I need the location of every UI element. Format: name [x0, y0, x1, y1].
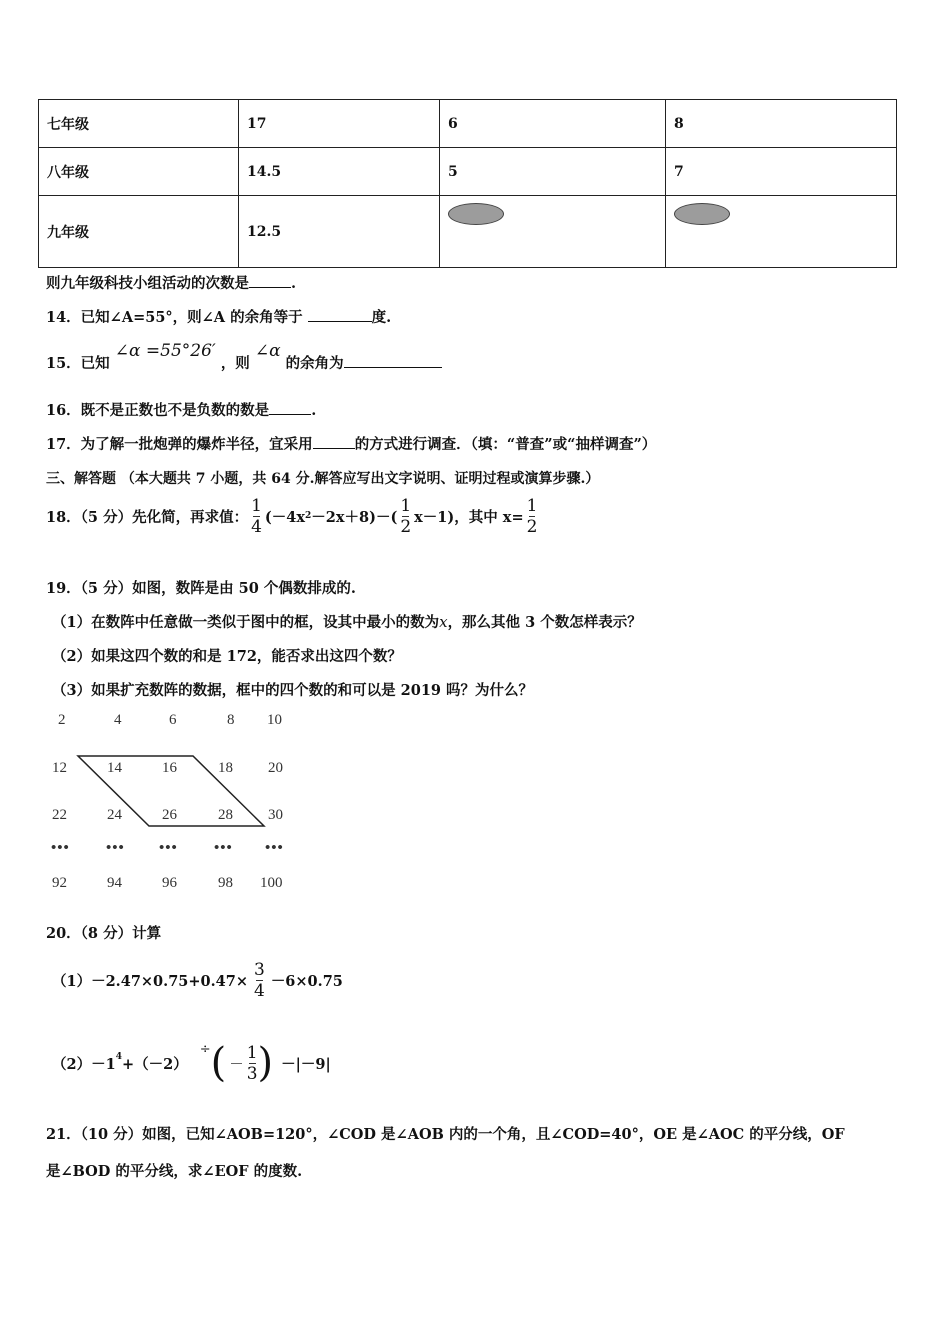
- question-text: 则九年级科技小组活动的次数是: [46, 275, 249, 292]
- expression: －2x＋8)－(: [311, 508, 398, 526]
- right-paren: ): [257, 1040, 274, 1086]
- table-cell: 8: [666, 100, 897, 148]
- question-text: .: [311, 402, 317, 419]
- question-text: 18．（5 分）先化简，再求值：: [46, 508, 249, 526]
- angle-expression: ∠α: [254, 341, 281, 361]
- ink-blot-icon: [674, 203, 730, 225]
- ellipsis-dots: •••: [51, 840, 70, 856]
- table-row: [39, 196, 897, 268]
- table-cell: 17: [239, 100, 440, 148]
- ellipsis-dots: •••: [265, 840, 284, 856]
- grid-number: 28: [218, 807, 233, 823]
- expression: －6×0.75: [270, 972, 343, 990]
- question-20-part-2: [52, 1036, 331, 1090]
- grid-number: 30: [268, 807, 283, 823]
- grid-number: 4: [114, 712, 122, 728]
- table-row: [39, 100, 897, 148]
- question-text: 17．为了解一批炮弹的爆炸半径，宜采用: [46, 436, 313, 453]
- question-21-line-2: 是∠BOD 的平分线，求∠EOF 的度数.: [46, 1163, 303, 1180]
- grade-activity-table: [38, 99, 897, 268]
- table-row: [39, 148, 897, 196]
- question-19-title: 19．（5 分）如图，数阵是由 50 个偶数排成的.: [46, 580, 356, 597]
- question-text: 的方式进行调查．（填：“普查”或“抽样调查”）: [354, 436, 657, 453]
- exponent: 4: [115, 1052, 122, 1062]
- expression: （2）－1: [52, 1055, 116, 1073]
- answer-blank: [269, 414, 311, 415]
- fraction-denominator: 3: [246, 1063, 258, 1084]
- grid-number: 6: [169, 712, 177, 728]
- question-15: [46, 341, 442, 373]
- fraction-numerator: 1: [246, 1042, 258, 1063]
- expression: －|－9|: [281, 1055, 331, 1073]
- question-18: [46, 494, 540, 538]
- expression: （1）－2.47×0.75+0.47×: [52, 972, 248, 990]
- table-cell: 12.5: [239, 196, 440, 268]
- fraction: [247, 1043, 258, 1084]
- ellipsis-dots: •••: [214, 840, 233, 856]
- grid-number: 10: [267, 712, 282, 728]
- table-cell-grade: 九年级: [39, 196, 239, 268]
- table-cell: 14.5: [239, 148, 440, 196]
- expression: (－4x: [264, 508, 306, 526]
- answer-blank: [308, 321, 372, 322]
- grid-number: 96: [162, 875, 177, 891]
- grid-number: 92: [52, 875, 67, 891]
- fraction-numerator: 3: [253, 959, 265, 980]
- question-text: ，则: [220, 355, 250, 372]
- angle-expression: ∠α =55°26′: [114, 341, 216, 361]
- answer-blank: [313, 448, 355, 449]
- table-cell: 6: [440, 100, 666, 148]
- fraction: [254, 960, 265, 1001]
- question-text: （1）在数阵中任意做一类似于图中的框，设其中最小的数为: [52, 614, 440, 631]
- question-19-part-2: （2）如果这四个数的和是 172，能否求出这四个数？: [52, 648, 402, 665]
- question-text: 15．已知: [46, 355, 110, 372]
- question-14: [46, 306, 391, 327]
- grid-number: 16: [162, 760, 177, 776]
- variable: x: [439, 613, 448, 631]
- parallelogram-frame: [46, 710, 306, 900]
- ellipsis-dots: •••: [159, 840, 178, 856]
- grid-number: 24: [107, 807, 122, 823]
- fraction-numerator: 1: [526, 495, 538, 516]
- grid-number: 8: [227, 712, 235, 728]
- grid-number: 26: [162, 807, 177, 823]
- fraction: [527, 496, 538, 537]
- question-21-line-1: 21．（10 分）如图，已知∠AOB=120°，∠COD 是∠AOB 内的一个角，且∠COD=40°，OE 是∠AOC 的平分线，OF: [46, 1126, 845, 1143]
- table-cell-grade: 八年级: [39, 148, 239, 196]
- answer-blank: [249, 287, 291, 288]
- question-text: 度.: [371, 309, 392, 326]
- expression: x－1)，其中 x=: [414, 508, 524, 526]
- fraction-denominator: 2: [400, 516, 412, 537]
- grid-number: 12: [52, 760, 67, 776]
- question-16: [46, 399, 316, 420]
- fraction-numerator: 1: [400, 495, 412, 516]
- question-20-part-1: [52, 956, 343, 1004]
- question-20-title: 20．（8 分）计算: [46, 925, 162, 942]
- answer-blank: [344, 367, 442, 368]
- table-cell-grade: 七年级: [39, 100, 239, 148]
- grid-number: 94: [107, 875, 122, 891]
- fraction: [400, 496, 411, 537]
- grid-number: 98: [218, 875, 233, 891]
- left-paren: (: [210, 1040, 227, 1086]
- question-text: 14．已知∠A=55°，则∠A 的余角等于: [46, 309, 303, 326]
- exponent: 2: [305, 511, 312, 521]
- question-text: 16．既不是正数也不是负数的数是: [46, 402, 270, 419]
- grid-number: 18: [218, 760, 233, 776]
- grid-number: 2: [58, 712, 66, 728]
- table-cell-obscured: [440, 196, 666, 268]
- table-cell: 5: [440, 148, 666, 196]
- table-cell: 7: [666, 148, 897, 196]
- question-17: [46, 433, 656, 454]
- fraction: [251, 496, 262, 537]
- grid-number: 22: [52, 807, 67, 823]
- table-cell-obscured: [666, 196, 897, 268]
- ellipsis-dots: •••: [106, 840, 125, 856]
- grid-number: 100: [260, 875, 283, 891]
- minus-sign: －: [229, 1056, 244, 1073]
- fraction-numerator: 1: [251, 495, 262, 516]
- division-sign: ÷: [199, 1041, 211, 1057]
- fraction-denominator: 2: [526, 516, 538, 537]
- ink-blot-icon: [448, 203, 504, 225]
- question-19-part-1: [52, 611, 642, 632]
- even-number-grid: [46, 710, 306, 900]
- grid-number: 14: [107, 760, 122, 776]
- question-text: .: [291, 275, 297, 292]
- question-19-part-3: （3）如果扩充数阵的数据，框中的四个数的和可以是 2019 吗？为什么？: [52, 682, 534, 699]
- question-13-tail: [46, 272, 296, 293]
- fraction-denominator: 4: [253, 980, 265, 1001]
- grid-number: 20: [268, 760, 283, 776]
- fraction-denominator: 4: [251, 516, 262, 537]
- question-text: ，那么其他 3 个数怎样表示？: [447, 614, 642, 631]
- question-text: 的余角为: [285, 355, 344, 372]
- expression: +（－2）: [121, 1055, 188, 1073]
- section-heading: 三、解答题 （本大题共 7 小题，共 64 分.解答应写出文字说明、证明过程或演算步骤.）: [46, 471, 600, 487]
